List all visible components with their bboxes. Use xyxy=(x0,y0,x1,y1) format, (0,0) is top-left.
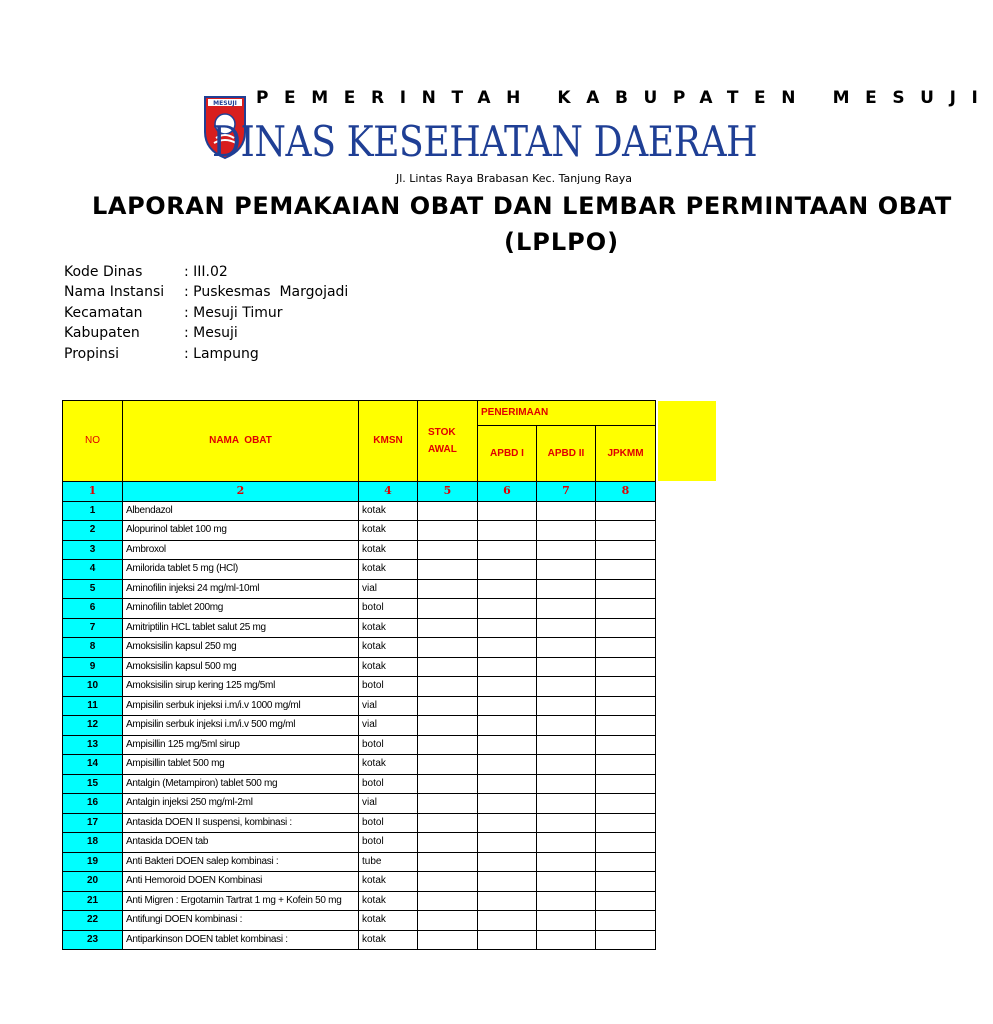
info-row-kecamatan xyxy=(64,303,348,323)
row-number: 4 xyxy=(63,560,123,580)
table-row xyxy=(63,813,656,833)
unit: vial xyxy=(359,716,418,736)
unit: kotak xyxy=(359,930,418,950)
row-number: 16 xyxy=(63,794,123,814)
column-number: 6 xyxy=(478,482,537,502)
apbd2-cell xyxy=(537,891,596,911)
table-row xyxy=(63,794,656,814)
stok-awal-cell xyxy=(418,540,478,560)
row-number: 8 xyxy=(63,638,123,658)
row-number: 22 xyxy=(63,911,123,931)
apbd1-cell xyxy=(478,677,537,697)
apbd1-cell xyxy=(478,696,537,716)
stok-awal-cell xyxy=(418,755,478,775)
info-value: : III.02 xyxy=(184,264,228,280)
apbd2-cell xyxy=(537,560,596,580)
row-number: 1 xyxy=(63,501,123,521)
jpkmm-cell xyxy=(596,852,656,872)
header-stok-awal-text: STOK AWAL xyxy=(428,427,457,455)
row-number: 9 xyxy=(63,657,123,677)
row-number: 10 xyxy=(63,677,123,697)
apbd2-cell xyxy=(537,911,596,931)
apbd1-cell xyxy=(478,911,537,931)
apbd1-cell xyxy=(478,657,537,677)
header-fill-extension xyxy=(658,401,716,481)
apbd2-cell xyxy=(537,930,596,950)
header-apbd1: APBD I xyxy=(478,426,537,482)
jpkmm-cell xyxy=(596,911,656,931)
row-number: 19 xyxy=(63,852,123,872)
apbd1-cell xyxy=(478,852,537,872)
apbd2-cell xyxy=(537,501,596,521)
header-apbd2: APBD II xyxy=(537,426,596,482)
stok-awal-cell xyxy=(418,501,478,521)
drug-name: Anti Bakteri DOEN salep kombinasi : xyxy=(123,852,359,872)
drug-name: Ampisillin tablet 500 mg xyxy=(123,755,359,775)
info-value: : Mesuji Timur xyxy=(184,304,283,321)
info-value: : Mesuji xyxy=(184,325,238,342)
table-row xyxy=(63,911,656,931)
row-number: 14 xyxy=(63,755,123,775)
column-number-row xyxy=(63,482,656,502)
apbd2-cell xyxy=(537,774,596,794)
drug-name: Anti Hemoroid DOEN Kombinasi xyxy=(123,872,359,892)
header-kmsn: KMSN xyxy=(359,401,418,482)
apbd2-cell xyxy=(537,735,596,755)
apbd1-cell xyxy=(478,891,537,911)
apbd1-cell xyxy=(478,501,537,521)
unit: kotak xyxy=(359,540,418,560)
apbd1-cell xyxy=(478,716,537,736)
drug-name: Aminofilin tablet 200mg xyxy=(123,599,359,619)
table-row xyxy=(63,501,656,521)
stok-awal-cell xyxy=(418,560,478,580)
jpkmm-cell xyxy=(596,560,656,580)
drug-name: Albendazol xyxy=(123,501,359,521)
apbd1-cell xyxy=(478,735,537,755)
apbd1-cell xyxy=(478,872,537,892)
info-row-propinsi xyxy=(64,344,348,364)
jpkmm-cell xyxy=(596,677,656,697)
row-number: 12 xyxy=(63,716,123,736)
row-number: 20 xyxy=(63,872,123,892)
row-number: 7 xyxy=(63,618,123,638)
unit: botol xyxy=(359,774,418,794)
table-row xyxy=(63,560,656,580)
stok-awal-cell xyxy=(418,794,478,814)
report-title: LAPORAN PEMAKAIAN OBAT DAN LEMBAR PERMINTAAN OBAT xyxy=(92,192,952,220)
apbd2-cell xyxy=(537,872,596,892)
drug-name: Ampisilin serbuk injeksi i.m/i.v 500 mg/ml xyxy=(123,716,359,736)
apbd1-cell xyxy=(478,755,537,775)
apbd1-cell xyxy=(478,618,537,638)
drug-name: Aminofilin injeksi 24 mg/ml-10ml xyxy=(123,579,359,599)
column-number: 4 xyxy=(359,482,418,502)
drug-name: Antalgin (Metampiron) tablet 500 mg xyxy=(123,774,359,794)
header-no: NO xyxy=(63,401,123,482)
stok-awal-cell xyxy=(418,638,478,658)
table-row xyxy=(63,579,656,599)
jpkmm-cell xyxy=(596,618,656,638)
drug-name: Anti Migren : Ergotamin Tartrat 1 mg + Kofein 50 mg xyxy=(123,891,359,911)
stok-awal-cell xyxy=(418,930,478,950)
info-value: : Lampung xyxy=(184,345,259,362)
stok-awal-cell xyxy=(418,677,478,697)
table-row xyxy=(63,618,656,638)
stok-awal-cell xyxy=(418,872,478,892)
jpkmm-cell xyxy=(596,774,656,794)
table-row xyxy=(63,755,656,775)
row-number: 3 xyxy=(63,540,123,560)
drug-name: Amoksisilin kapsul 500 mg xyxy=(123,657,359,677)
header-penerimaan: PENERIMAAN xyxy=(478,401,656,426)
row-number: 13 xyxy=(63,735,123,755)
jpkmm-cell xyxy=(596,930,656,950)
drug-name: Alopurinol tablet 100 mg xyxy=(123,521,359,541)
jpkmm-cell xyxy=(596,716,656,736)
apbd2-cell xyxy=(537,579,596,599)
unit: kotak xyxy=(359,755,418,775)
header-stok-awal xyxy=(418,401,478,482)
unit: botol xyxy=(359,813,418,833)
table-row xyxy=(63,774,656,794)
unit: kotak xyxy=(359,657,418,677)
row-number: 23 xyxy=(63,930,123,950)
drug-name: Antifungi DOEN kombinasi : xyxy=(123,911,359,931)
jpkmm-cell xyxy=(596,579,656,599)
jpkmm-cell xyxy=(596,657,656,677)
apbd2-cell xyxy=(537,638,596,658)
apbd1-cell xyxy=(478,813,537,833)
apbd1-cell xyxy=(478,560,537,580)
apbd2-cell xyxy=(537,696,596,716)
jpkmm-cell xyxy=(596,638,656,658)
stok-awal-cell xyxy=(418,599,478,619)
apbd1-cell xyxy=(478,638,537,658)
jpkmm-cell xyxy=(596,501,656,521)
table-row xyxy=(63,891,656,911)
drug-name: Antalgin injeksi 250 mg/ml-2ml xyxy=(123,794,359,814)
jpkmm-cell xyxy=(596,872,656,892)
unit: botol xyxy=(359,599,418,619)
stok-awal-cell xyxy=(418,735,478,755)
unit: kotak xyxy=(359,618,418,638)
stok-awal-cell xyxy=(418,774,478,794)
stok-awal-cell xyxy=(418,911,478,931)
stok-awal-cell xyxy=(418,716,478,736)
apbd1-cell xyxy=(478,774,537,794)
jpkmm-cell xyxy=(596,755,656,775)
drug-name: Antasida DOEN II suspensi, kombinasi : xyxy=(123,813,359,833)
info-label: Propinsi xyxy=(64,345,120,362)
apbd1-cell xyxy=(478,521,537,541)
unit: tube xyxy=(359,852,418,872)
jpkmm-cell xyxy=(596,696,656,716)
apbd2-cell xyxy=(537,521,596,541)
apbd1-cell xyxy=(478,833,537,853)
apbd1-cell xyxy=(478,794,537,814)
info-block xyxy=(64,262,348,364)
table-row xyxy=(63,872,656,892)
stok-awal-cell xyxy=(418,852,478,872)
drug-name: Antasida DOEN tab xyxy=(123,833,359,853)
table-row xyxy=(63,599,656,619)
jpkmm-cell xyxy=(596,540,656,560)
drug-name: Ambroxol xyxy=(123,540,359,560)
stok-awal-cell xyxy=(418,833,478,853)
table-row xyxy=(63,833,656,853)
drug-name: Ampisillin 125 mg/5ml sirup xyxy=(123,735,359,755)
stok-awal-cell xyxy=(418,521,478,541)
unit: kotak xyxy=(359,872,418,892)
apbd1-cell xyxy=(478,579,537,599)
info-label: Kode Dinas xyxy=(64,264,143,280)
government-header: PEMERINTAH KABUPATEN MESUJI xyxy=(256,88,993,108)
unit: kotak xyxy=(359,891,418,911)
unit: vial xyxy=(359,794,418,814)
jpkmm-cell xyxy=(596,794,656,814)
apbd2-cell xyxy=(537,677,596,697)
apbd1-cell xyxy=(478,930,537,950)
drug-table xyxy=(62,400,656,950)
jpkmm-cell xyxy=(596,833,656,853)
stok-awal-cell xyxy=(418,696,478,716)
jpkmm-cell xyxy=(596,599,656,619)
column-number: 8 xyxy=(596,482,656,502)
info-label: Nama Instansi xyxy=(64,284,165,301)
row-number: 15 xyxy=(63,774,123,794)
table-row xyxy=(63,638,656,658)
unit: vial xyxy=(359,579,418,599)
apbd2-cell xyxy=(537,794,596,814)
apbd2-cell xyxy=(537,540,596,560)
column-number: 1 xyxy=(63,482,123,502)
table-row xyxy=(63,677,656,697)
report-subtitle: (LPLPO) xyxy=(504,228,620,256)
row-number: 2 xyxy=(63,521,123,541)
address: Jl. Lintas Raya Brabasan Kec. Tanjung Raya xyxy=(396,172,633,185)
apbd2-cell xyxy=(537,813,596,833)
dinas-name: DINAS KESEHATAN DAERAH xyxy=(212,117,758,166)
jpkmm-cell xyxy=(596,521,656,541)
table-row xyxy=(63,852,656,872)
header-nama-obat: NAMA OBAT xyxy=(123,401,359,482)
drug-name: Amoksisilin sirup kering 125 mg/5ml xyxy=(123,677,359,697)
table-row xyxy=(63,696,656,716)
apbd2-cell xyxy=(537,618,596,638)
drug-name: Amitriptilin HCL tablet salut 25 mg xyxy=(123,618,359,638)
info-row-nama-instansi xyxy=(64,282,348,302)
apbd2-cell xyxy=(537,599,596,619)
info-label: Kabupaten xyxy=(64,325,140,342)
drug-name: Antiparkinson DOEN tablet kombinasi : xyxy=(123,930,359,950)
row-number: 11 xyxy=(63,696,123,716)
apbd2-cell xyxy=(537,657,596,677)
row-number: 21 xyxy=(63,891,123,911)
table-row xyxy=(63,540,656,560)
apbd2-cell xyxy=(537,833,596,853)
jpkmm-cell xyxy=(596,813,656,833)
apbd2-cell xyxy=(537,755,596,775)
unit: botol xyxy=(359,735,418,755)
table-row xyxy=(63,735,656,755)
logo-text: MESUJI xyxy=(213,100,237,107)
unit: kotak xyxy=(359,501,418,521)
apbd2-cell xyxy=(537,852,596,872)
info-row-kode-dinas xyxy=(64,262,348,282)
column-number: 5 xyxy=(418,482,478,502)
stok-awal-cell xyxy=(418,813,478,833)
drug-name: Amilorida tablet 5 mg (HCl) xyxy=(123,560,359,580)
column-number: 7 xyxy=(537,482,596,502)
unit: kotak xyxy=(359,638,418,658)
unit: kotak xyxy=(359,911,418,931)
table-row xyxy=(63,716,656,736)
stok-awal-cell xyxy=(418,891,478,911)
jpkmm-cell xyxy=(596,891,656,911)
header-jpkmm: JPKMM xyxy=(596,426,656,482)
table-row xyxy=(63,930,656,950)
row-number: 17 xyxy=(63,813,123,833)
apbd2-cell xyxy=(537,716,596,736)
unit: kotak xyxy=(359,521,418,541)
column-number: 2 xyxy=(123,482,359,502)
apbd1-cell xyxy=(478,599,537,619)
stok-awal-cell xyxy=(418,579,478,599)
unit: vial xyxy=(359,696,418,716)
info-value: : Puskesmas Margojadi xyxy=(184,284,349,301)
unit: kotak xyxy=(359,560,418,580)
table-row xyxy=(63,521,656,541)
drug-name: Amoksisilin kapsul 250 mg xyxy=(123,638,359,658)
stok-awal-cell xyxy=(418,618,478,638)
drug-name: Ampisilin serbuk injeksi i.m/i.v 1000 mg/ml xyxy=(123,696,359,716)
info-row-kabupaten xyxy=(64,323,348,343)
row-number: 5 xyxy=(63,579,123,599)
row-number: 6 xyxy=(63,599,123,619)
header-row-top xyxy=(63,401,656,426)
unit: botol xyxy=(359,833,418,853)
row-number: 18 xyxy=(63,833,123,853)
apbd1-cell xyxy=(478,540,537,560)
info-label: Kecamatan xyxy=(64,304,143,321)
table-row xyxy=(63,657,656,677)
unit: botol xyxy=(359,677,418,697)
jpkmm-cell xyxy=(596,735,656,755)
stok-awal-cell xyxy=(418,657,478,677)
